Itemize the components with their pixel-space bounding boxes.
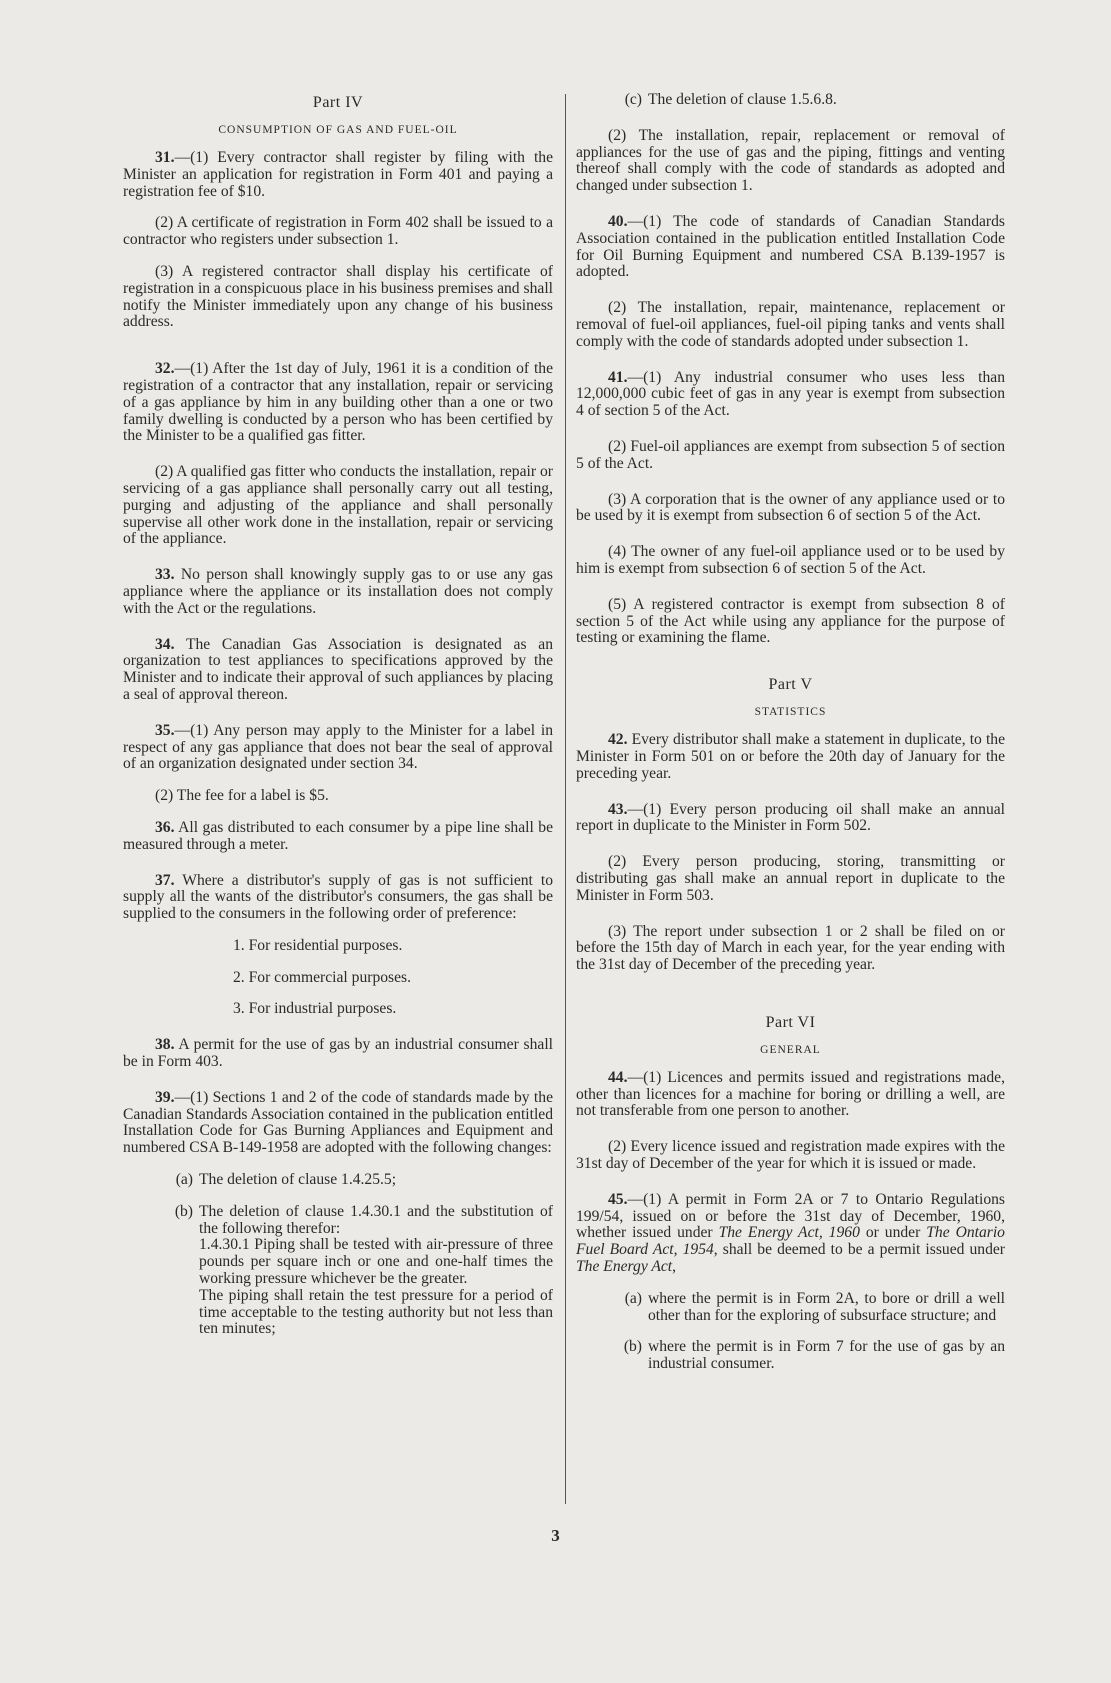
clause-45-a	[576, 1291, 1005, 1325]
section-35-1: 35.—(1) Any person may apply to the Minister for a label in respect of any gas appliance that does not bear the seal of approval of an organization designated under section 34.	[123, 721, 553, 773]
section-32-2: (2) A qualified gas fitter who conducts the installation, repair or servicing of a gas appliance shall personally carry out all testing, purging and adjusting of the appliance and shall personally supervise all other work done in the installation, repair or servicing of the appliance.	[123, 463, 553, 548]
clause-text: The deletion of clause 1.4.25.5;	[199, 1171, 397, 1189]
clause-label: (b)	[623, 1338, 642, 1356]
section-45-1: 45.—(1) A permit in Form 2A or 7 to Ontario Regulations 199/54, issued on or before the 31st day of December, 1960, whether issued under The Energy Act, 1960 or under The Ontario Fuel Board Act, 1954, shall be deemed to be a permit issued under The Energy Act,	[576, 1190, 1005, 1276]
clause-label: (c)	[624, 91, 642, 108]
clause-39-b	[123, 1204, 553, 1238]
clause-text: where the permit is in Form 2A, to bore or drill a well other than for the exploring of subsurface structure; and	[648, 1289, 1005, 1324]
section-37: 37. Where a distributor's supply of gas is not sufficient to supply all the wants of the distributor's consumers, the gas shall be supplied to the consumers in the following order of preference:	[123, 871, 553, 923]
clause-39-a	[123, 1172, 553, 1189]
part-v-title: Part V	[768, 676, 813, 694]
section-43-2: (2) Every person producing, storing, transmitting or distributing gas shall make an annual report in duplicate to the Minister in Form 503.	[576, 853, 1005, 904]
section-41-2: (2) Fuel-oil appliances are exempt from subsection 5 of section 5 of the Act.	[576, 437, 1005, 472]
section-41-4: (4) The owner of any fuel-oil appliance used or to be used by him is exempt from subsection 6 of section 5 of the Act.	[576, 543, 1005, 577]
right-column	[576, 84, 1005, 1373]
preference-item-1: 1. For residential purposes.	[233, 936, 403, 954]
preference-item-2: 2. For commercial purposes.	[233, 968, 411, 986]
section-41-5: (5) A registered contractor is exempt from subsection 8 of section 5 of the Act while using any appliance for the purpose of testing or examining the flame.	[576, 595, 1005, 647]
clause-label: (a)	[624, 1289, 642, 1307]
page-number: 3	[551, 1526, 560, 1545]
clause-39-c	[576, 92, 1005, 109]
section-36: 36. All gas distributed to each consumer by a pipe line shall be measured through a meter.	[123, 818, 553, 853]
section-41-1: 41.—(1) Any industrial consumer who uses less than 12,000,000 cubic feet of gas in any year is exempt from subsection 4 of section 5 of the Act.	[576, 368, 1005, 420]
clause-text: The deletion of clause 1.5.6.8.	[648, 91, 837, 108]
clause-text: The deletion of clause 1.4.30.1 and the substitution of the following therefor:	[199, 1202, 553, 1237]
preference-item-3: 3. For industrial purposes.	[233, 1000, 397, 1018]
section-31-3: (3) A registered contractor shall display his certificate of registration in a conspicuous place in his business premises and shall notify the Minister immediately upon any change of his business address.	[123, 262, 553, 331]
clause-label: (a)	[175, 1171, 193, 1189]
section-39-1: 39.—(1) Sections 1 and 2 of the code of standards made by the Canadian Standards Association contained in the publication entitled Installation Code for Gas Burning Appliances and Equipment and numbered CSA B-149-1958 are adopted with the following changes:	[123, 1088, 553, 1157]
part-vi-title: Part VI	[765, 1013, 816, 1031]
section-31-1: 31.—(1) Every contractor shall register by filing with the Minister an application for registration in Form 401 and paying a registration fee of $10.	[123, 149, 553, 200]
clause-45-b	[576, 1339, 1005, 1373]
part-vi-subtitle: GENERAL	[760, 1043, 821, 1056]
section-32-1: 32.—(1) After the 1st day of July, 1961 it is a condition of the registration of a contractor that any installation, repair or servicing of a gas appliance by him in any building other than a one or two family dwelling is conducted by a person who has been certified by the Minister to be a qualified gas fitter.	[123, 360, 553, 445]
section-44-1: 44.—(1) Licences and permits issued and registrations made, other than licences for a machine for boring or drilling a well, are not transferable from one person to another.	[576, 1068, 1005, 1120]
part-iv-subtitle: CONSUMPTION OF GAS AND FUEL-OIL	[218, 124, 458, 136]
part-v-subtitle: STATISTICS	[754, 706, 827, 719]
section-41-3: (3) A corporation that is the owner of any appliance used or to be used by it is exempt from subsection 6 of section 5 of the Act.	[576, 490, 1005, 525]
part-iv-title: Part IV	[312, 94, 364, 111]
section-35-2: (2) The fee for a label is $5.	[155, 787, 329, 805]
left-column	[123, 84, 553, 1338]
section-38: 38. A permit for the use of gas by an industrial consumer shall be in Form 403.	[123, 1036, 553, 1071]
section-42: 42. Every distributor shall make a statement in duplicate, to the Minister in Form 501 on or before the 20th day of January for the preceding year.	[576, 731, 1005, 782]
section-40-1: 40.—(1) The code of standards of Canadian Standards Association contained in the publication entitled Installation Code for Oil Burning Equipment and numbered CSA B.139-1957 is adopted.	[576, 212, 1005, 281]
section-40-2: (2) The installation, repair, maintenance, replacement or removal of fuel-oil appliances, fuel-oil piping tanks and vents shall comply with the code of standards adopted under subsection 1.	[576, 299, 1005, 350]
section-31-2: (2) A certificate of registration in Form 402 shall be issued to a contractor who registers under subsection 1.	[123, 214, 553, 249]
section-34: 34. The Canadian Gas Association is designated as an organization to test appliances to specifications approved by the Minister and to indicate their approval of such appliances by placing a seal of approval thereon.	[123, 635, 553, 703]
clause-39-b-substitution: 1.4.30.1 Piping shall be tested with air-pressure of three pounds per square inch or one and one-half times the working pressure whichever be the greater.	[199, 1236, 553, 1288]
section-39-2: (2) The installation, repair, replacement or removal of appliances for the use of gas and the piping, fittings and venting thereof shall comply with the code of standards as adopted and changed under subsection 1.	[576, 126, 1005, 195]
clause-text: where the permit is in Form 7 for the use of gas by an industrial consumer.	[648, 1338, 1005, 1373]
section-43-3: (3) The report under subsection 1 or 2 shall be filed on or before the 15th day of March in each year, for the year ending with the 31st day of December of the preceding year.	[576, 922, 1005, 974]
section-44-2: (2) Every licence issued and registration made expires with the 31st day of December of the year for which it is issued or made.	[576, 1138, 1005, 1173]
clause-label: (b)	[174, 1202, 193, 1220]
section-43-1: 43.—(1) Every person producing oil shall make an annual report in duplicate to the Minister in Form 502.	[576, 800, 1005, 835]
section-33: 33. No person shall knowingly supply gas to or use any gas appliance where the appliance or its installation does not comply with the Act or the regulations.	[123, 566, 553, 617]
clause-39-b-test-pressure: The piping shall retain the test pressure for a period of time acceptable to the testing authority but not less than ten minutes;	[199, 1286, 553, 1338]
column-divider	[565, 94, 566, 1504]
